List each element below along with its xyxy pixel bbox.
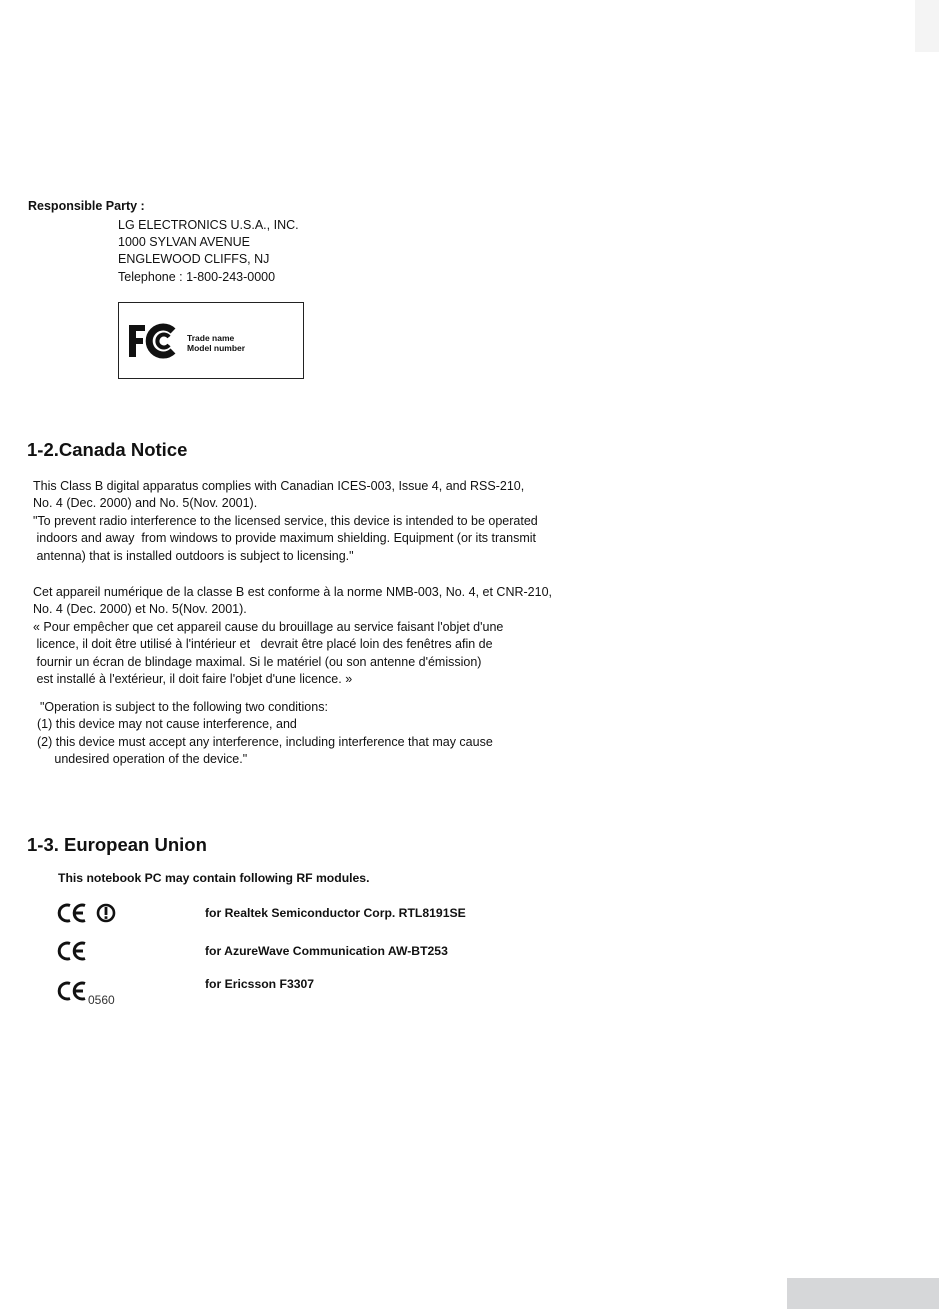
text-line: est installé à l'extérieur, il doit faire l'objet d'une licence. »: [33, 672, 353, 687]
rf-module-text: for Ericsson F3307: [205, 977, 315, 991]
canada-french-paragraph: [33, 584, 552, 688]
text-line: « Pour empêcher que cet appareil cause du brouillage au service faisant l'objet d'une: [33, 619, 504, 634]
address-line: LG ELECTRONICS U.S.A., INC.: [118, 218, 299, 232]
canada-english-paragraph: [33, 478, 538, 565]
text-line: antenna) that is installed outdoors is subject to licensing.": [33, 548, 354, 563]
ce-icon: [55, 940, 95, 962]
text-line: undesired operation of the device.": [37, 752, 248, 767]
notified-body-number: 0560: [88, 993, 115, 1007]
model-number-label: Model number: [187, 343, 246, 353]
address-line: 1000 SYLVAN AVENUE: [118, 235, 251, 250]
canada-notice-heading: 1-2.Canada Notice: [27, 439, 188, 460]
eu-intro-text: This notebook PC may contain following RF modules.: [58, 871, 370, 885]
operation-conditions: [37, 699, 493, 769]
page-number-tab: [787, 1278, 939, 1309]
address-line: ENGLEWOOD CLIFFS, NJ: [118, 252, 270, 267]
fcc-label-text: [187, 333, 245, 353]
text-line: licence, il doit être utilisé à l'intérieur et devrait être placé loin des fenêtres afin de: [33, 637, 493, 652]
rf-module-text: for AzureWave Communication AW-BT253: [205, 944, 448, 958]
fcc-logo-icon: [127, 323, 185, 359]
text-line: This Class B digital apparatus complies with Canadian ICES-003, Issue 4, and RSS-210,: [33, 479, 525, 493]
text-line: indoors and away from windows to provide maximum shielding. Equipment (or its transmit: [33, 531, 536, 546]
text-line: (1) this device may not cause interference, and: [37, 717, 297, 732]
responsible-party-address: [118, 217, 299, 286]
text-line: Cet appareil numérique de la classe B est conforme à la norme NMB-003, No. 4, et CNR-210,: [33, 585, 552, 599]
text-line: "Operation is subject to the following two conditions:: [40, 700, 328, 714]
text-line: (2) this device must accept any interference, including interference that may cause: [37, 734, 493, 749]
ce-alert-icon: [55, 902, 127, 924]
text-line: No. 4 (Dec. 2000) and No. 5(Nov. 2001).: [33, 496, 258, 511]
text-line: fournir un écran de blindage maximal. Si le matériel (ou son antenne d'émission): [33, 654, 482, 669]
page-corner-tab: [915, 0, 939, 52]
trade-name-label: Trade name: [187, 333, 235, 343]
text-line: No. 4 (Dec. 2000) et No. 5(Nov. 2001).: [33, 602, 247, 617]
responsible-party-label: Responsible Party :: [28, 199, 145, 213]
fcc-label-box: [118, 302, 304, 379]
eu-heading: 1-3. European Union: [27, 834, 207, 855]
telephone-line: Telephone : 1-800-243-0000: [118, 269, 276, 284]
text-line: "To prevent radio interference to the licensed service, this device is intended to be operated: [33, 513, 538, 528]
rf-module-text: for Realtek Semiconductor Corp. RTL8191SE: [205, 906, 466, 920]
